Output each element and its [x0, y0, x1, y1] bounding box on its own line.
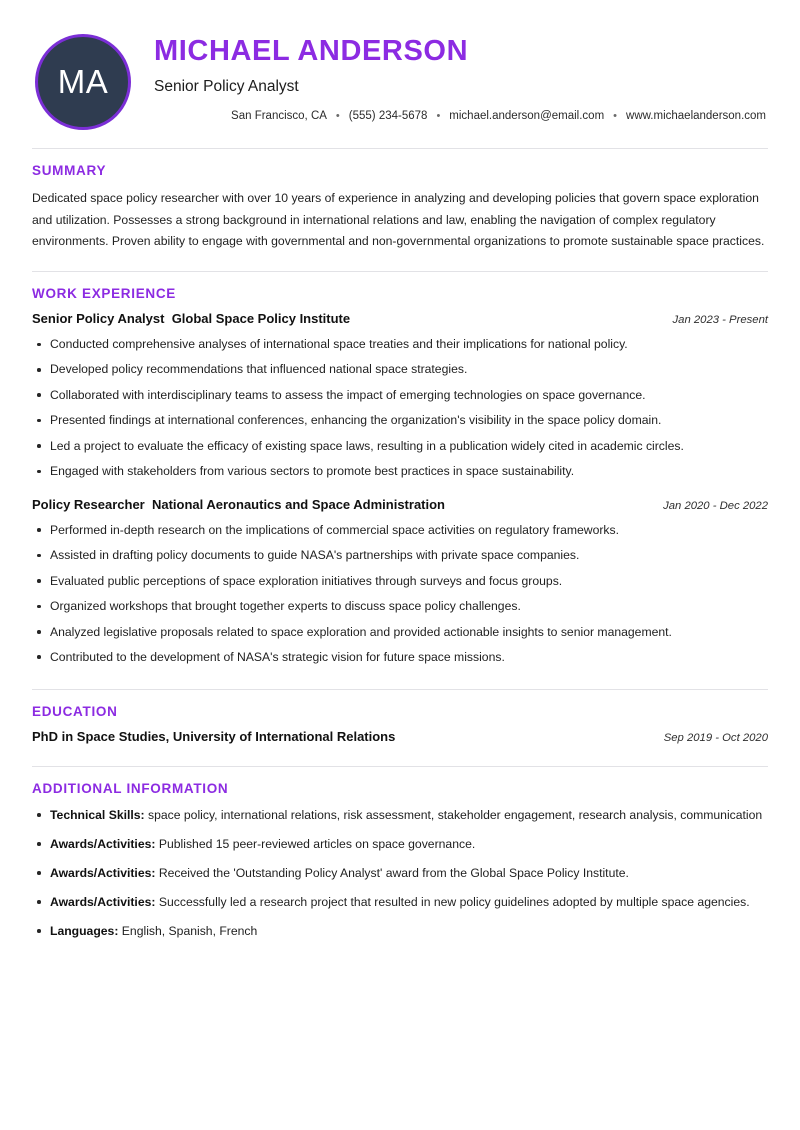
info-value: Successfully led a research project that resulted in new policy guidelines adopted by multiple space agencies. [158, 894, 750, 909]
list-item: Collaborated with interdisciplinary teams to assess the impact of emerging technologies on space governance. [32, 386, 768, 405]
info-value: Published 15 peer-reviewed articles on space governance. [158, 836, 476, 851]
list-item: Presented findings at international conferences, enhancing the organization's visibility in the space policy domain. [32, 411, 768, 430]
info-value: English, Spanish, French [121, 923, 258, 938]
list-item: Evaluated public perceptions of space exploration initiatives through surveys and focus groups. [32, 572, 768, 591]
experience-entry-head [32, 311, 768, 328]
additional-information-list [32, 806, 768, 942]
summary-text: Dedicated space policy researcher with over 10 years of experience in analyzing and developing policies that govern space exploration and utilization. Possesses a strong background in international relations and law, enabling the navigation of complex regulatory environments. Proven ability to engage with governmental and non-governmental organizations to promote sustainable space practices. [32, 191, 765, 249]
info-label: Technical Skills: [50, 807, 145, 822]
list-item: Analyzed legislative proposals related to space exploration and provided actionable insights to senior management. [32, 623, 768, 642]
list-item: Performed in-depth research on the implications of commercial space activities on regulatory frameworks. [32, 521, 768, 540]
section-title-education: EDUCATION [32, 703, 118, 719]
info-label: Languages: [50, 923, 119, 938]
info-value: space policy, international relations, risk assessment, stakeholder engagement, research analysis, communication [148, 807, 763, 822]
list-item: Organized workshops that brought together experts to discuss space policy challenges. [32, 597, 768, 616]
list-item [32, 893, 768, 913]
info-label: Awards/Activities: [50, 836, 156, 851]
contact-row [154, 110, 768, 122]
education-entry [32, 729, 768, 744]
contact-separator-icon: • [613, 109, 618, 122]
contact-location: San Francisco, CA [231, 110, 327, 123]
contact-email[interactable]: michael.anderson@email.com [449, 110, 605, 123]
avatar: MA [35, 34, 131, 130]
experience-date: Jan 2020 - Dec 2022 [663, 499, 768, 512]
section-summary [32, 149, 768, 253]
list-item: Contributed to the development of NASA's strategic vision for future space missions. [32, 648, 768, 667]
list-item [32, 835, 768, 855]
experience-company: National Aeronautics and Space Administration [151, 496, 446, 512]
experience-bullets [32, 335, 768, 481]
contact-phone: (555) 234-5678 [348, 110, 428, 123]
list-item: Conducted comprehensive analyses of international space treaties and their implications for national policy. [32, 335, 768, 354]
experience-date: Jan 2023 - Present [672, 314, 768, 327]
experience-entry [32, 497, 768, 667]
list-item: Assisted in drafting policy documents to guide NASA's partnerships with private space companies. [32, 546, 768, 565]
section-work-experience [32, 272, 768, 667]
experience-entry-head [32, 497, 768, 514]
resume-header [32, 0, 768, 138]
avatar-container [32, 30, 134, 130]
section-title-additional-information: ADDITIONAL INFORMATION [32, 780, 229, 796]
header-job-title: Senior Policy Analyst [154, 77, 299, 95]
list-item: Led a project to evaluate the efficacy of existing space laws, resulting in a publication widely cited in academic circles. [32, 437, 768, 456]
experience-company: Global Space Policy Institute [171, 311, 351, 327]
experience-title-company [32, 311, 364, 328]
list-item: Engaged with stakeholders from various sectors to promote best practices in space sustainability. [32, 462, 768, 481]
list-item [32, 922, 768, 942]
education-date: Sep 2019 - Oct 2020 [663, 731, 768, 744]
experience-position: Policy Researcher [32, 496, 145, 512]
experience-title-company [32, 497, 459, 514]
header-details [134, 30, 768, 122]
contact-separator-icon: • [436, 109, 441, 122]
section-title-work-experience: WORK EXPERIENCE [32, 286, 177, 302]
page-title: MICHAEL ANDERSON [154, 35, 469, 67]
section-title-summary: SUMMARY [32, 163, 107, 178]
experience-entry [32, 311, 768, 481]
info-value: Received the 'Outstanding Policy Analyst' award from the Global Space Policy Institute. [158, 865, 629, 880]
contact-separator-icon: • [335, 109, 340, 122]
section-additional-information [32, 767, 768, 942]
education-degree: PhD in Space Studies, University of International Relations [32, 728, 396, 744]
list-item: Developed policy recommendations that influenced national space strategies. [32, 360, 768, 379]
info-label: Awards/Activities: [50, 865, 156, 880]
contact-website[interactable]: www.michaelanderson.com [626, 110, 766, 123]
info-label: Awards/Activities: [50, 894, 156, 909]
experience-position: Senior Policy Analyst [32, 311, 165, 327]
section-education [32, 690, 768, 744]
list-item [32, 806, 768, 826]
experience-bullets [32, 521, 768, 667]
list-item [32, 864, 768, 884]
